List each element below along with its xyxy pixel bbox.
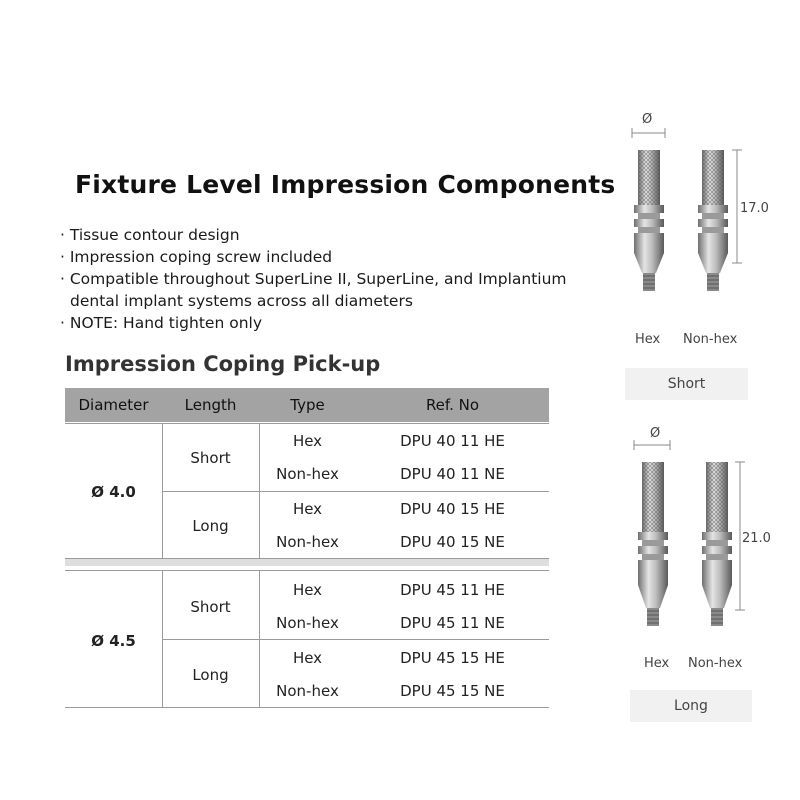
table-group	[65, 423, 549, 559]
ref-cell: DPU 45 11 NE	[400, 614, 505, 632]
type-cell: Non-hex	[276, 533, 339, 551]
feature-item: · Compatible throughout SuperLine II, SuperLine, and Implantium	[60, 270, 567, 288]
label-nonhex: Non-hex	[683, 332, 738, 347]
label-nonhex: Non-hex	[688, 656, 743, 671]
type-cell: Hex	[292, 649, 323, 667]
coping-illustration	[620, 420, 760, 650]
feature-item: · Impression coping screw included	[60, 248, 333, 266]
label-hex: Hex	[635, 332, 661, 347]
caption-long: Long	[630, 690, 752, 722]
feature-item: · Tissue contour design	[60, 226, 240, 244]
table-title: Impression Coping Pick-up	[65, 352, 381, 376]
type-cell: Hex	[292, 432, 323, 450]
height-label: 21.0	[742, 531, 771, 546]
ref-cell: DPU 45 11 HE	[400, 581, 505, 599]
feature-item-continuation: dental implant systems across all diameters	[70, 292, 413, 310]
diameter-cell: Ø 4.5	[91, 632, 136, 650]
type-cell: Non-hex	[276, 682, 339, 700]
coping-figure-long	[620, 420, 771, 680]
ref-cell: DPU 40 15 HE	[400, 500, 505, 518]
length-cell: Long	[192, 517, 229, 535]
header-type: Type	[290, 396, 325, 414]
ref-cell: DPU 45 15 NE	[400, 682, 505, 700]
header-length: Length	[184, 396, 237, 414]
height-label: 17.0	[740, 201, 769, 216]
label-hex: Hex	[644, 656, 670, 671]
ref-cell: DPU 40 11 NE	[400, 465, 505, 483]
diameter-symbol: Ø	[650, 426, 661, 441]
caption-short: Short	[625, 368, 748, 400]
page-title: Fixture Level Impression Components	[75, 170, 616, 199]
header-diameter: Diameter	[78, 396, 149, 414]
coping-illustration	[620, 108, 760, 338]
ref-cell: DPU 45 15 HE	[400, 649, 505, 667]
group-separator	[65, 558, 549, 566]
header-ref-no: Ref. No	[425, 396, 480, 414]
length-cell: Long	[192, 666, 229, 684]
type-cell: Hex	[292, 500, 323, 518]
type-cell: Non-hex	[276, 465, 339, 483]
ref-cell: DPU 40 11 HE	[400, 432, 505, 450]
length-cell: Short	[190, 449, 231, 467]
type-cell: Hex	[292, 581, 323, 599]
ref-cell: DPU 40 15 NE	[400, 533, 505, 551]
feature-item: · NOTE: Hand tighten only	[60, 314, 262, 332]
feature-list	[60, 224, 567, 334]
length-cell: Short	[190, 598, 231, 616]
table-header	[65, 388, 549, 422]
diameter-symbol: Ø	[642, 112, 653, 127]
coping-figure-short	[620, 108, 769, 408]
table-group	[65, 570, 549, 708]
diameter-cell: Ø 4.0	[91, 483, 136, 501]
type-cell: Non-hex	[276, 614, 339, 632]
